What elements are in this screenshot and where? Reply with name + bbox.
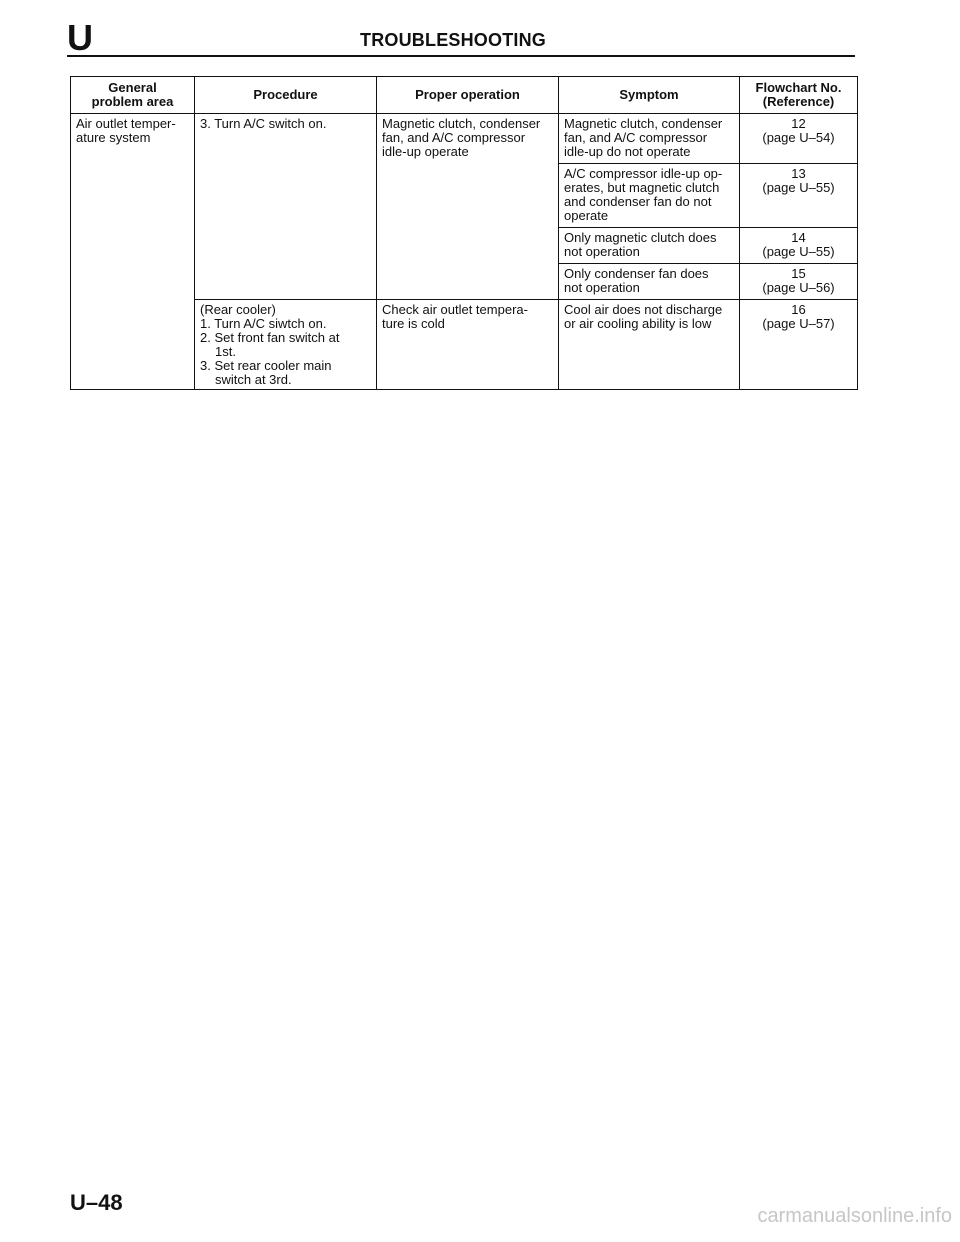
cell-symptom: Only condenser fan does not operation: [559, 264, 740, 300]
page-title: TROUBLESHOOTING: [360, 30, 546, 50]
page-number: U–48: [70, 1190, 123, 1215]
header-procedure: Procedure: [195, 77, 377, 114]
section-letter: U: [67, 17, 93, 58]
cell-symptom: Magnetic clutch, condenser fan, and A/C compressor idle-up do not operate: [559, 114, 740, 164]
cell-flowchart: 15 (page U–56): [740, 264, 858, 300]
table-row: [71, 114, 858, 164]
header-proper-operation: Proper operation: [377, 77, 559, 114]
cell-flowchart: 12 (page U–54): [740, 114, 858, 164]
header-general-problem-area: General problem area: [71, 77, 195, 114]
cell-proper-operation-1: Magnetic clutch, condenser fan, and A/C compressor idle-up operate: [377, 114, 559, 300]
cell-flowchart: 13 (page U–55): [740, 164, 858, 228]
cell-problem-area: Air outlet temper- ature system: [71, 114, 195, 390]
cell-procedure-2: (Rear cooler) 1. Turn A/C siwtch on. 2. Set front fan switch at 1st. 3. Set rear cooler main switch at 3rd.: [195, 300, 377, 390]
cell-proper-operation-2: Check air outlet tempera- ture is cold: [377, 300, 559, 390]
header-symptom: Symptom: [559, 77, 740, 114]
cell-symptom: Only magnetic clutch does not operation: [559, 228, 740, 264]
header-flowchart: Flowchart No. (Reference): [740, 77, 858, 114]
title-rule: [67, 55, 855, 57]
table-header-row: [71, 77, 858, 114]
cell-procedure-1: 3. Turn A/C switch on.: [195, 114, 377, 300]
cell-symptom: A/C compressor idle-up op- erates, but magnetic clutch and condenser fan do not operate: [559, 164, 740, 228]
watermark: carmanualsonline.info: [757, 1205, 952, 1227]
cell-flowchart: 14 (page U–55): [740, 228, 858, 264]
cell-flowchart: 16 (page U–57): [740, 300, 858, 390]
cell-symptom: Cool air does not discharge or air cooling ability is low: [559, 300, 740, 390]
troubleshooting-table: [70, 76, 858, 390]
